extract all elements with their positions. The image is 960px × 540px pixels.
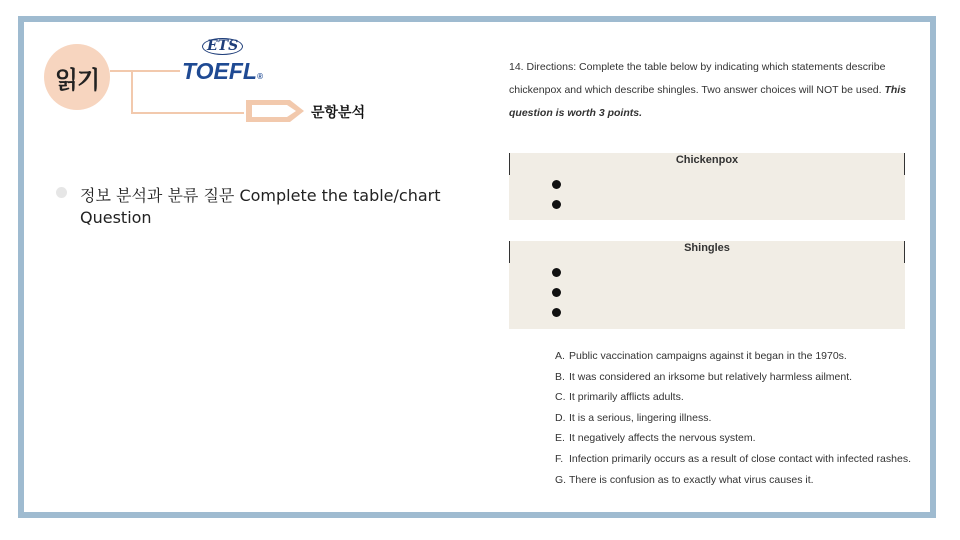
bullet-icon <box>56 187 67 198</box>
answer-choice[interactable]: G. There is confusion as to exactly what virus causes it. <box>555 473 814 486</box>
answer-choices <box>555 350 911 494</box>
directions-text: 14. Directions: Complete the table below by indicating which statements describe chickenpox and which describe shingles. Two answer choices will NOT be used. <box>509 61 886 96</box>
answer-slot[interactable] <box>552 200 561 209</box>
chickenpox-table <box>509 153 905 220</box>
connector-line <box>110 70 180 72</box>
answer-choice[interactable]: A. Public vaccination campaigns against it began in the 1970s. <box>555 350 847 362</box>
answer-choice[interactable]: E. It negatively affects the nervous system. <box>555 432 756 445</box>
answer-slot[interactable] <box>552 268 561 277</box>
answer-choice[interactable]: F. Infection primarily occurs as a result of close contact with infected rashes. <box>555 452 911 465</box>
section-title: 읽기 <box>54 65 100 94</box>
answer-choice[interactable]: D. It is a serious, lingering illness. <box>555 411 712 424</box>
bullet-text: 정보 분석과 분류 질문 Complete the table/chart Question <box>80 186 441 227</box>
arrow-shape-icon <box>244 98 306 124</box>
connector-line <box>131 112 244 114</box>
toefl-logo <box>182 38 272 88</box>
question-directions <box>509 56 909 125</box>
section-badge <box>44 44 110 110</box>
table-header: Chickenpox <box>675 154 739 166</box>
shingles-table <box>509 241 905 329</box>
answer-choice[interactable]: B. It was considered an irksome but relatively harmless ailment. <box>555 370 853 383</box>
table-header: Shingles <box>684 242 730 254</box>
toefl-logo-text: TOEFL® <box>182 58 263 84</box>
answer-slot[interactable] <box>552 180 561 189</box>
answer-slot[interactable] <box>552 288 561 297</box>
connector-line <box>131 72 133 114</box>
subsection-label: 문항분석 <box>311 105 366 121</box>
points-note: This question is worth 3 points. <box>509 84 907 119</box>
answer-choice[interactable]: C. It primarily afflicts adults. <box>555 391 684 404</box>
answer-slot[interactable] <box>552 308 561 317</box>
ets-logo-text: ETS <box>202 38 243 55</box>
